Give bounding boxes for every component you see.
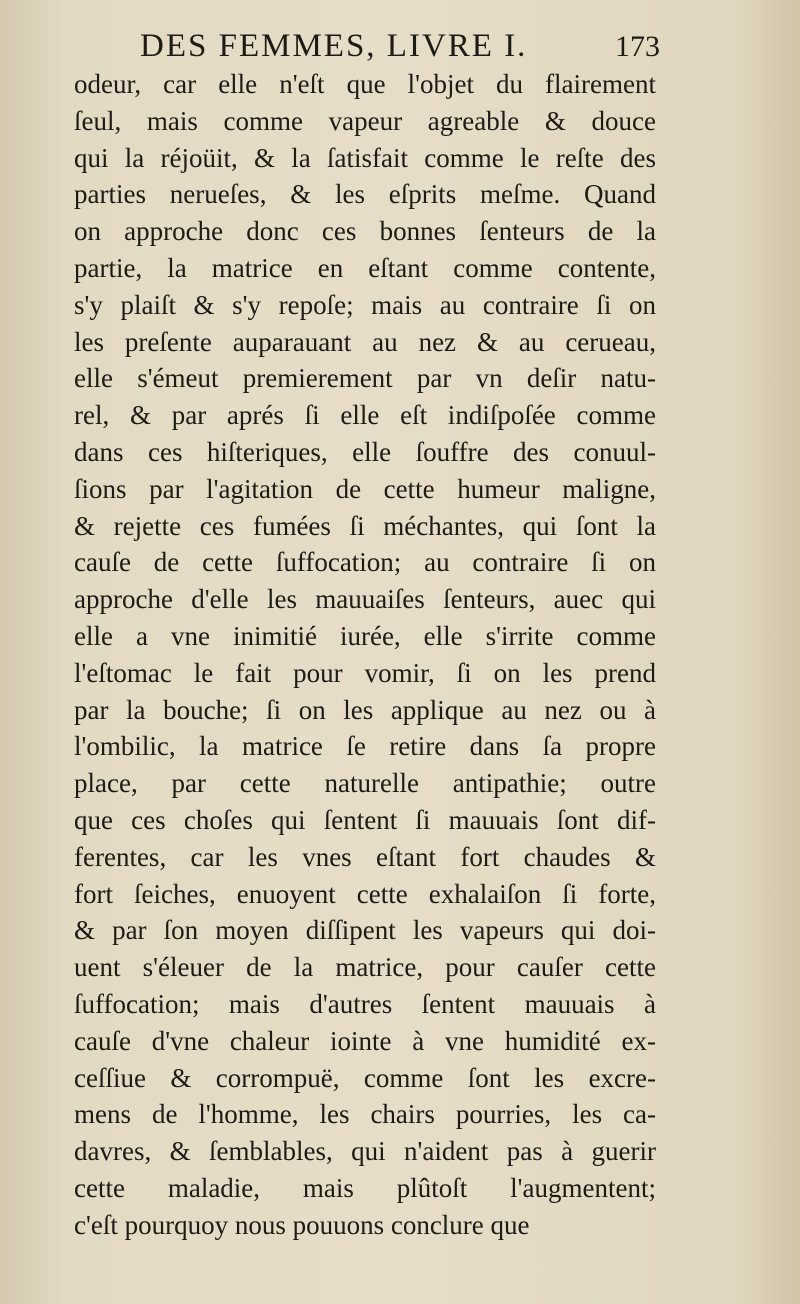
text-line: cette maladie, mais plûtoſt l'augmentent; [74,1172,656,1203]
text-line: ceſſiue & corrompuë, comme ſont les excre- [74,1062,656,1093]
text-line: c'eſt pourquoy nous pouuons conclure que [74,1209,530,1240]
text-line: dans ces hiſteriques, elle ſouffre des conuul- [74,436,656,467]
text-line: cauſe d'vne chaleur iointe à vne humidité ex- [74,1025,656,1056]
text-line: ſeul, mais comme vapeur agreable & douce [74,105,656,136]
text-line: l'eſtomac le fait pour vomir, ſi on les prend [74,657,656,688]
page-header [140,28,660,68]
text-line: & par ſon moyen diſſipent les vapeurs qui doi- [74,915,656,946]
text-line: ferentes, car les vnes eſtant fort chaudes & [74,841,656,872]
text-line: fort ſeiches, enuoyent cette exhalaiſon ſi forte, [74,878,656,909]
text-line: odeur, car elle n'eſt que l'objet du flairement [74,69,656,99]
text-line: ſuffocation; mais d'autres ſentent mauuais à [74,988,656,1019]
text-line: uent s'éleuer de la matrice, pour cauſer cette [74,952,656,983]
text-line: les preſente auparauant au nez & au cerueau, [74,326,656,357]
text-line: par la bouche; ſi on les applique au nez ou à [74,694,656,725]
text-line: s'y plaiſt & s'y repoſe; mais au contraire ſi on [74,289,656,320]
body-text [74,66,656,1244]
text-line: elle a vne inimitié iurée, elle s'irrite comme [74,620,656,651]
text-line: on approche donc ces bonnes ſenteurs de la [74,216,656,247]
text-line: cauſe de cette ſuffocation; au contraire ſi on [74,547,656,578]
text-line: que ces choſes qui ſentent ſi mauuais ſont dif- [74,804,656,835]
text-line: rel, & par aprés ſi elle eſt indiſpoſée comme [74,400,656,431]
text-line: davres, & ſemblables, qui n'aident pas à guerir [74,1136,656,1167]
text-line: partie, la matrice en eſtant comme contente, [74,252,656,283]
text-line: & rejette ces fumées ſi méchantes, qui ſont la [74,510,656,541]
text-line: mens de l'homme, les chairs pourries, les ca- [74,1099,656,1130]
text-line: approche d'elle les mauuaiſes ſenteurs, auec qui [74,584,656,615]
page-number: 173 [615,30,660,63]
text-line: l'ombilic, la matrice ſe retire dans ſa propre [74,731,656,762]
text-line: place, par cette naturelle antipathie; outre [74,768,656,799]
text-line: ſions par l'agitation de cette humeur maligne, [74,473,656,504]
text-line: elle s'émeut premierement par vn deſir natu- [74,363,656,394]
running-title: DES FEMMES, LIVRE I. [140,28,528,64]
text-line: parties nerueſes, & les eſprits meſme. Quand [74,179,656,210]
text-line: qui la réjoüit, & la ſatisfait comme le reſte des [74,142,656,173]
